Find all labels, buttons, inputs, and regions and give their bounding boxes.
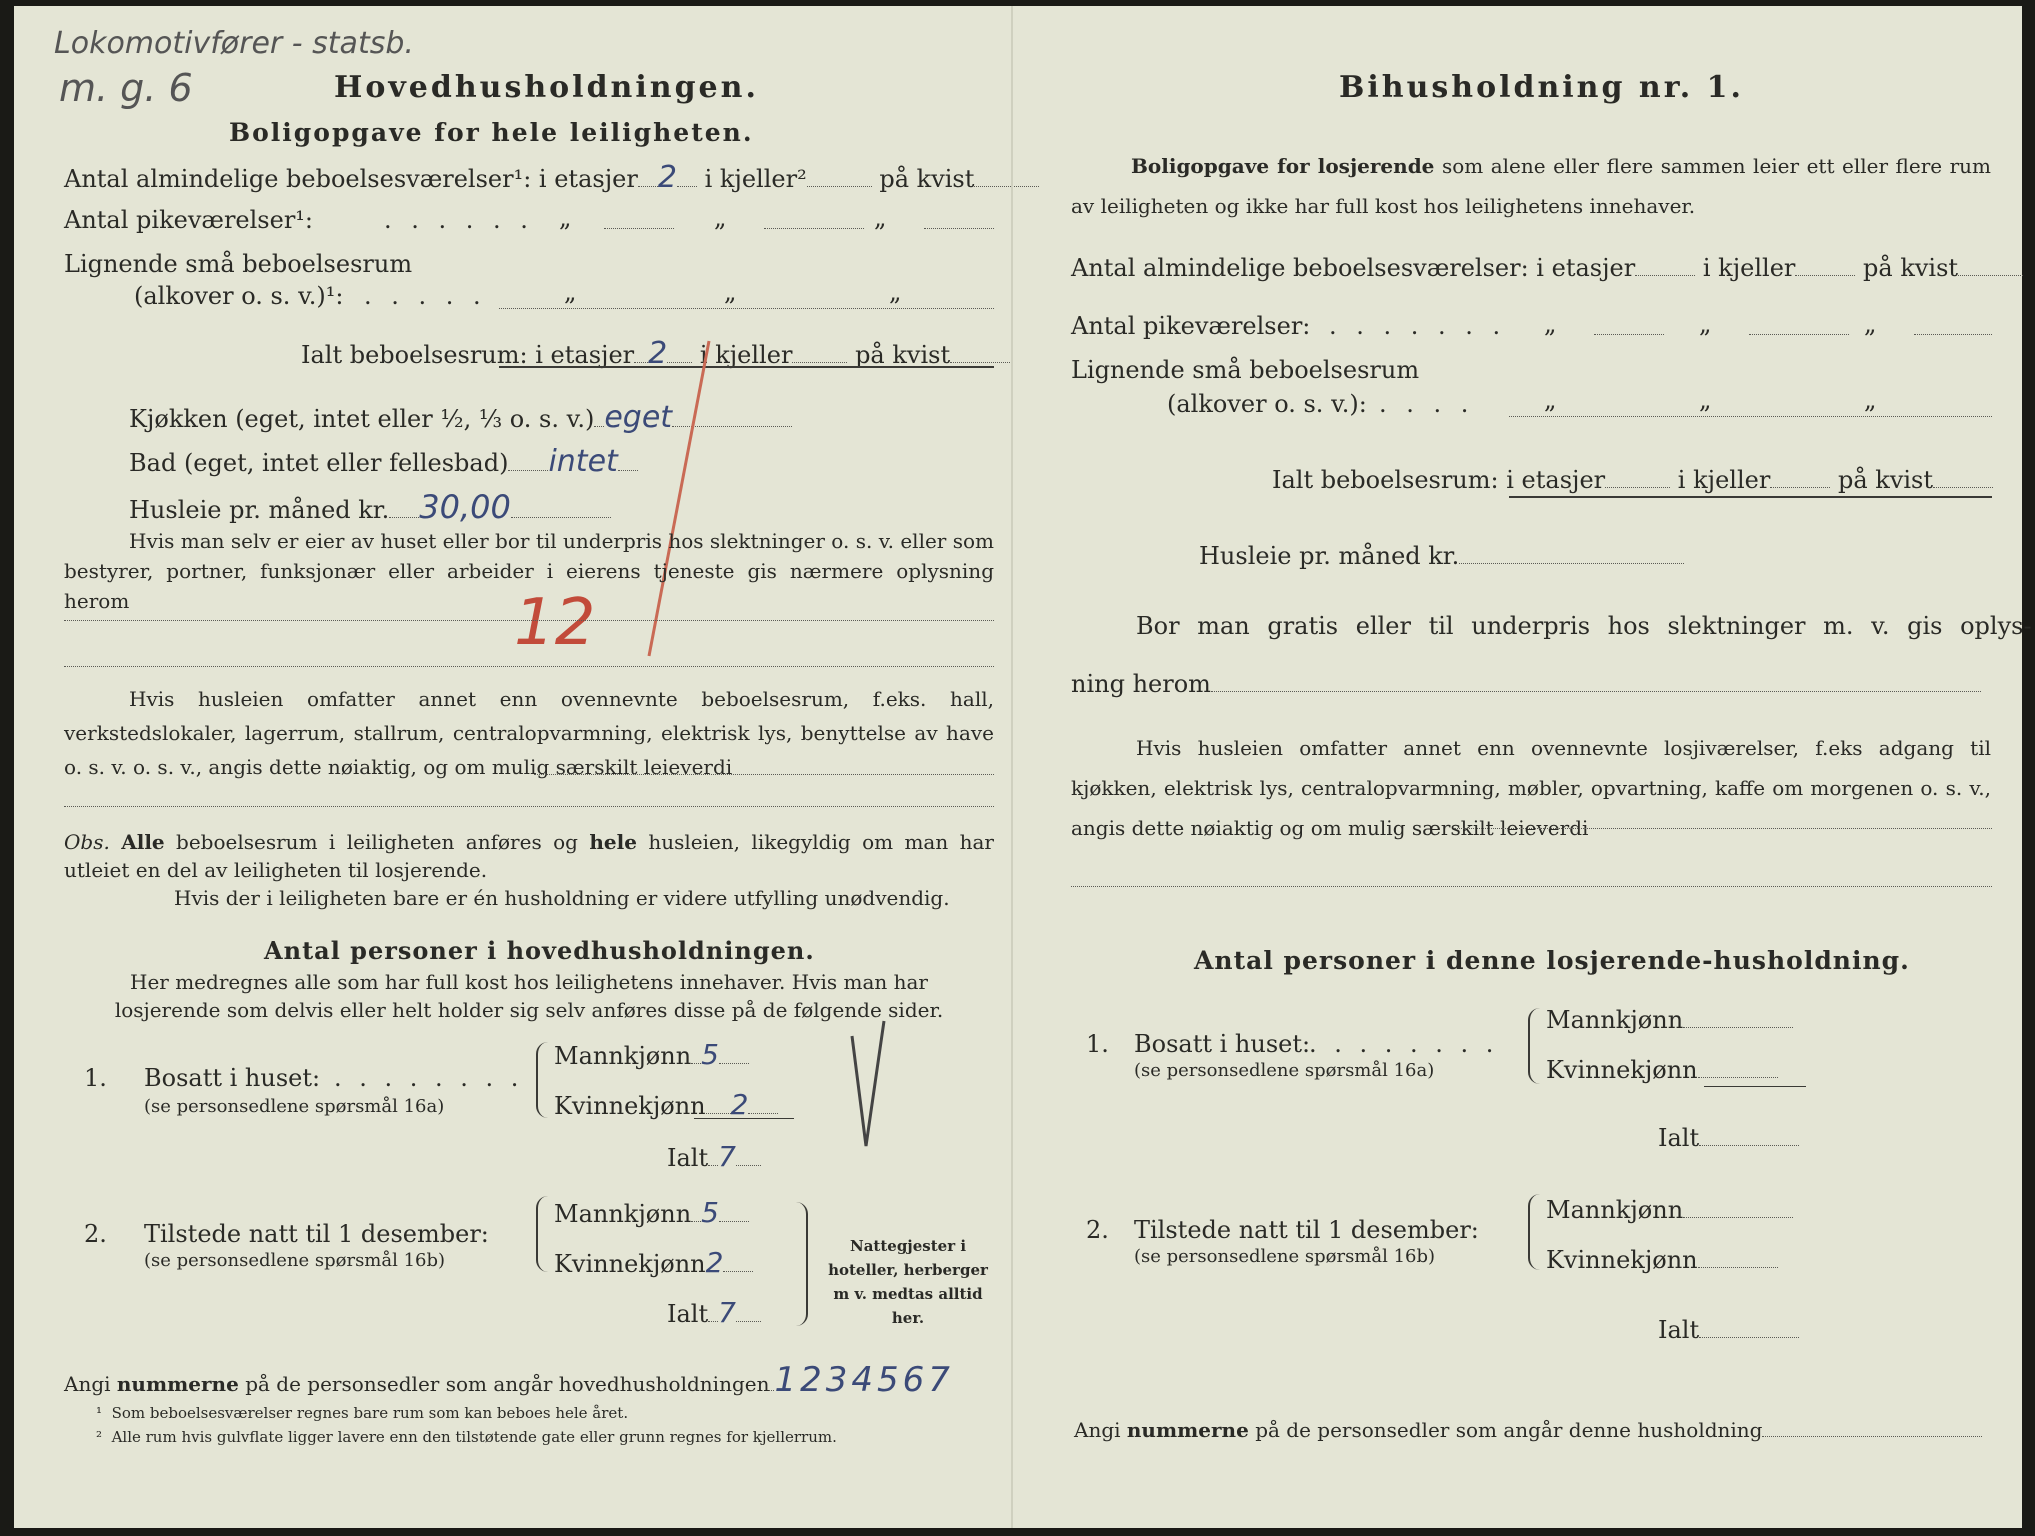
footnote-2 xyxy=(96,1428,837,1446)
total-rooms-row xyxy=(1272,466,1993,494)
total-attic-label: på kvist xyxy=(855,341,951,369)
q2-number: 2. xyxy=(84,1220,107,1248)
q2-male-row xyxy=(1546,1196,1793,1224)
red-pencil-stroke xyxy=(639,336,719,666)
q1-male-row xyxy=(554,1038,749,1071)
q2-sub: (se personsedlene spørsmål 16b) xyxy=(1134,1246,1436,1267)
alcoves-label: (alkover o. s. v.)¹: xyxy=(134,282,344,310)
persons-intro: Her medregnes alle som har full kost hos leilighetens innehaver. Hvis man har losjerende som delvis eller helt holder sig selv anføres disse på de følgende sider. xyxy=(114,970,944,1022)
persons-title: Antal personer i hovedhusholdningen. xyxy=(264,936,815,965)
owner-note-paragraph: Hvis man selv er eier av huset eller bor til underpris hos slektninger o. s. v. eller som bestyrer, portner, funksjonær eller arbeider i eierens tjeneste gis nærmere oplysning herom xyxy=(64,529,994,613)
angi-text: på de personsedler som angår hovedhusholdningen xyxy=(245,1372,770,1396)
census-form-sheet xyxy=(14,6,2032,1528)
footnote-mark: ² xyxy=(96,1428,103,1446)
rent-includes-paragraph: Hvis husleien omfatter annet enn ovennevnte beboelsesrum, f.eks. hall, verkstedslokaler, lagerrum, stallrum, centralopvarmning, elektrisk lys, benyttelse av have o. s. v. o. s. v., angis dette nøiaktig, og om mulig særskilt leieverdi xyxy=(64,687,994,779)
q1-male-value: 5 xyxy=(701,1038,719,1071)
ditto-mark: „ xyxy=(1699,310,1712,338)
q1-total-value: 7 xyxy=(718,1140,736,1173)
intro-text: som alene eller flere sammen leier ett eller flere rum av leiligheten og ikke har full kost hos leilighetens innehaver. xyxy=(1071,154,1992,218)
rooms-row xyxy=(1071,254,2023,282)
ditto-mark: „ xyxy=(1544,310,1557,338)
q1-female-value: 2 xyxy=(730,1088,749,1121)
angi-text: på de personsedler som angår denne husholdning xyxy=(1255,1418,1763,1442)
total-attic-label: på kvist xyxy=(1837,466,1934,494)
handwritten-code-note: m. g. 6 xyxy=(59,66,193,110)
q2-total-value: 7 xyxy=(718,1296,736,1329)
handwritten-occupation-note: Lokomotivfører - statsb. xyxy=(54,26,414,61)
q1-label: Bosatt i huset: xyxy=(144,1064,321,1092)
rooms-row xyxy=(64,160,1039,195)
total-label: Ialt xyxy=(667,1300,709,1328)
q2-number: 2. xyxy=(1086,1216,1109,1244)
main-household-title: Hovedhusholdningen. xyxy=(334,70,759,105)
rooms-attic-label: på kvist xyxy=(879,165,975,193)
obs-text: beboelsesrum i leiligheten anføres og xyxy=(176,830,578,854)
footnote-mark: ¹ xyxy=(96,1404,103,1422)
male-label: Mannkjønn xyxy=(554,1042,692,1070)
q1-number: 1. xyxy=(1086,1030,1109,1058)
lodger-intro xyxy=(1071,146,1991,226)
note-text: ning herom xyxy=(1071,670,1211,698)
kitchen-label: Kjøkken (eget, intet eller ½, ⅓ o. s. v.) xyxy=(129,405,595,433)
maid-rooms-label: Antal pikeværelser: xyxy=(1071,312,1311,340)
q1-total-row xyxy=(667,1140,761,1173)
angi-text: Angi xyxy=(64,1372,111,1396)
q2-male-value: 5 xyxy=(701,1196,719,1229)
total-rooms-label: Ialt beboelsesrum: xyxy=(1272,466,1499,494)
leader-dots: . . . . . . . . xyxy=(1309,1030,1499,1058)
female-label: Kvinnekjønn xyxy=(554,1250,706,1278)
ditto-mark: „ xyxy=(1544,386,1557,414)
rooms-cellar-label: i kjeller² xyxy=(704,165,807,193)
rooms-floor-value: 2 xyxy=(657,160,677,195)
ditto-mark: „ xyxy=(874,204,887,232)
total-cellar-label: i kjeller xyxy=(1677,466,1771,494)
total-floor-value: 2 xyxy=(648,336,668,371)
intro-text: Boligopgave for losjerende xyxy=(1131,154,1435,178)
bath-row xyxy=(129,444,638,479)
persons-title: Antal personer i denne losjerende-husholdning. xyxy=(1194,946,1910,975)
q1-male-row xyxy=(1546,1006,1793,1034)
total-floor-label: i etasjer xyxy=(1506,466,1606,494)
handwritten-check-mark xyxy=(844,1016,894,1156)
alcoves-label: (alkover o. s. v.): xyxy=(1167,390,1367,418)
q2-female-row xyxy=(554,1246,753,1279)
maid-rooms-label: Antal pikeværelser¹: xyxy=(64,206,313,234)
angi-text: Angi xyxy=(1074,1418,1121,1442)
q1-total-row xyxy=(1658,1124,1799,1152)
rent-row xyxy=(129,488,611,526)
total-floor-label: i etasjer xyxy=(535,341,635,369)
small-rooms-label: Lignende små beboelsesrum xyxy=(1071,356,1420,384)
ditto-mark: „ xyxy=(724,278,737,306)
rooms-label: Antal almindelige beboelsesværelser: i etasjer xyxy=(1071,254,1636,282)
bath-value: intet xyxy=(548,444,618,479)
q1-label: Bosatt i huset: xyxy=(1134,1030,1311,1058)
leader-dots: . . . . . xyxy=(364,282,487,310)
kitchen-value: eget xyxy=(604,400,673,435)
q1-sub: (se personsedlene spørsmål 16a) xyxy=(144,1096,445,1117)
total-rooms-label: Ialt beboelsesrum: xyxy=(301,341,528,369)
total-label: Ialt xyxy=(1658,1124,1700,1152)
rent-label: Husleie pr. måned kr. xyxy=(129,496,390,524)
leader-dots: . . . . xyxy=(1379,390,1475,418)
q2-male-row xyxy=(554,1196,749,1229)
female-label: Kvinnekjønn xyxy=(1546,1056,1698,1084)
angi-text: nummerne xyxy=(1126,1418,1249,1442)
obs-note-single-household: Hvis der i leiligheten bare er én husholdning er videre utfylling unødvendig. xyxy=(174,886,950,910)
person-numbers-value: 1234567 xyxy=(774,1360,954,1400)
red-pencil-mark: 12 xyxy=(514,586,596,660)
q1-number: 1. xyxy=(84,1064,107,1092)
ditto-mark: „ xyxy=(559,204,572,232)
q2-label: Tilstede natt til 1 desember: xyxy=(144,1220,489,1248)
footnote-text: Som beboelsesværelser regnes bare rum som kan beboes hele året. xyxy=(111,1404,629,1422)
total-cellar-label: i kjeller xyxy=(699,341,793,369)
main-household-subtitle: Boligopgave for hele leiligheten. xyxy=(229,118,754,147)
leader-dots: . . . . . . . . xyxy=(334,1064,524,1092)
rent-value: 30,00 xyxy=(419,488,511,526)
q1-female-row xyxy=(1546,1056,1778,1084)
ditto-mark: „ xyxy=(714,204,727,232)
obs-label: Obs. xyxy=(64,830,110,854)
leader-dots: . . . . . . xyxy=(384,206,534,234)
q2-female-row xyxy=(1546,1246,1778,1274)
total-label: Ialt xyxy=(667,1144,709,1172)
q2-total-row xyxy=(667,1296,761,1329)
person-numbers-row xyxy=(64,1360,954,1400)
obs-paragraph xyxy=(64,828,994,884)
obs-text: husleien, likegyldig om man har utleiet en del av leiligheten til losjerende. xyxy=(64,830,994,882)
free-housing-note: Bor man gratis eller til underpris hos slektninger m. v. gis oplys- xyxy=(1136,612,2032,640)
total-label: Ialt xyxy=(1658,1316,1700,1344)
q1-sub: (se personsedlene spørsmål 16a) xyxy=(1134,1060,1435,1081)
bath-label: Bad (eget, intet eller fellesbad) xyxy=(129,449,509,477)
rooms-attic-label: på kvist xyxy=(1863,254,1959,282)
rent-label: Husleie pr. måned kr. xyxy=(1199,542,1460,570)
person-numbers-row xyxy=(1074,1418,1982,1442)
maid-rooms-row xyxy=(64,206,313,234)
angi-text: nummerne xyxy=(116,1372,239,1396)
female-label: Kvinnekjønn xyxy=(1546,1246,1698,1274)
leader-dots: . . . . . . . xyxy=(1329,312,1507,340)
obs-text: Alle xyxy=(121,830,165,854)
subhousehold-title: Bihusholdning nr. 1. xyxy=(1339,70,1744,105)
ditto-mark: „ xyxy=(1864,386,1877,414)
ditto-mark: „ xyxy=(564,278,577,306)
q2-label: Tilstede natt til 1 desember: xyxy=(1134,1216,1479,1244)
male-label: Mannkjønn xyxy=(1546,1196,1684,1224)
obs-text: hele xyxy=(589,830,637,854)
rooms-label: Antal almindelige beboelsesværelser¹: i etasjer xyxy=(64,165,638,193)
night-guests-note: Nattegjester i hoteller, herberger m v. medtas alltid her. xyxy=(828,1237,988,1327)
free-housing-note-cont xyxy=(1071,670,1981,698)
q2-female-value: 2 xyxy=(705,1246,724,1279)
female-label: Kvinnekjønn xyxy=(554,1092,706,1120)
small-rooms-label: Lignende små beboelsesrum xyxy=(64,250,413,278)
rent-includes-paragraph: Hvis husleien omfatter annet enn ovennevnte losjiværelser, f.eks adgang til kjøkken, elektrisk lys, centralopvarmning, møbler, opvartning, kaffe om morgenen o. s. v., angis dette nøiaktig og om mulig særskilt leieverdi xyxy=(1071,736,1991,840)
footnote-1 xyxy=(96,1404,628,1422)
rent-row xyxy=(1199,542,1684,570)
ditto-mark: „ xyxy=(889,278,902,306)
rooms-cellar-label: i kjeller xyxy=(1702,254,1796,282)
q1-female-row xyxy=(554,1088,778,1121)
ditto-mark: „ xyxy=(1864,310,1877,338)
q2-sub: (se personsedlene spørsmål 16b) xyxy=(144,1250,446,1271)
page-fold xyxy=(1011,6,1013,1528)
footnote-text: Alle rum hvis gulvflate ligger lavere enn den tilstøtende gate eller grunn regnes for kjellerrum. xyxy=(111,1428,837,1446)
male-label: Mannkjønn xyxy=(1546,1006,1684,1034)
male-label: Mannkjønn xyxy=(554,1200,692,1228)
q2-total-row xyxy=(1658,1316,1799,1344)
ditto-mark: „ xyxy=(1699,386,1712,414)
